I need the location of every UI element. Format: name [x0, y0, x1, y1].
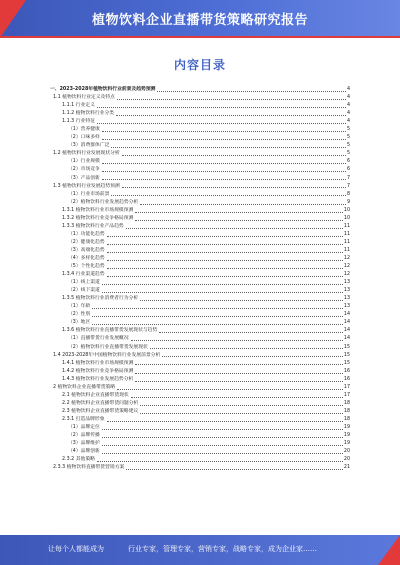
toc-entry[interactable]: [50, 134, 350, 142]
toc-entry-label: 1.1.2 植物饮料行业分类: [62, 110, 115, 118]
toc-entry-label: （3）地区: [68, 319, 91, 327]
footer-tags: 行业专家，管理专家，营销专家，战略专家，成为企业家……: [128, 545, 317, 553]
toc-dot-leader: [107, 263, 343, 269]
toc-entry-label: 1.4.1 植物饮料行业市场规模预测: [62, 360, 134, 368]
header-red-line: [0, 36, 400, 38]
toc-dot-leader: [102, 448, 343, 454]
toc-entry-page: 7: [347, 183, 350, 191]
toc-entry-label: 1.3.3 植物饮料行业产品趋势: [62, 223, 125, 231]
toc-entry-page: 4: [347, 110, 350, 118]
toc-entry-page: 6: [347, 158, 350, 166]
toc-entry-label: （1）功能化趋势: [68, 231, 106, 239]
toc-entry-label: （2）植物饮料行业直播带货发展现状: [68, 344, 149, 352]
toc-entry-page: 15: [344, 352, 350, 360]
toc-entry-label: 1.1.3 行业特征: [62, 118, 96, 126]
toc-entry-label: （2）性别: [68, 311, 91, 319]
toc-entry-page: 11: [344, 239, 350, 247]
toc-entry-page: 5: [347, 142, 350, 150]
toc-dot-leader: [157, 86, 345, 92]
toc-entry-label: 2.1 植物饮料企业直播带货现状: [62, 392, 130, 400]
toc-dot-leader: [140, 199, 346, 205]
toc-entry-label: 2.2 植物饮料企业直播带货问题分析: [62, 400, 139, 408]
toc-entry-label: 2.3 植物饮料企业直播带货策略建议: [62, 408, 139, 416]
toc-entry-page: 11: [344, 247, 350, 255]
toc-entry-label: （2）植物饮料行业发展趋势分析: [68, 199, 139, 207]
toc-entry[interactable]: [50, 368, 350, 376]
toc-entry-page: 4: [347, 118, 350, 126]
toc-entry[interactable]: [50, 335, 350, 343]
toc-dot-leader: [150, 344, 343, 350]
toc-entry-label: （3）品牌维护: [68, 440, 101, 448]
toc-entry-label: （1）行业市场前景: [68, 191, 110, 199]
toc-entry-label: （1）年龄: [68, 303, 91, 311]
toc-entry-page: 9: [347, 199, 350, 207]
toc-entry-page: 19: [344, 432, 350, 440]
toc-dot-leader: [102, 287, 343, 293]
report-title: 植物饮料企业直播带货策略研究报告: [91, 13, 308, 28]
toc-entry[interactable]: [50, 191, 350, 199]
toc-entry[interactable]: [50, 150, 350, 158]
toc-dot-leader: [122, 183, 346, 189]
toc-entry-page: 4: [347, 94, 350, 102]
toc-entry-page: 21: [344, 464, 350, 472]
toc-entry-page: 5: [347, 126, 350, 134]
toc-entry-label: 1.3.1 植物饮料行业市场规模预测: [62, 207, 134, 215]
toc-entry-label: （3）消费群体广泛: [68, 142, 110, 150]
toc-entry-page: 18: [344, 416, 350, 424]
toc-entry-page: 19: [344, 440, 350, 448]
toc-dot-leader: [97, 118, 346, 124]
toc-entry-page: 11: [344, 223, 350, 231]
toc-entry-label: 1.1 植物饮料行业定义及特点: [53, 94, 116, 102]
toc-entry-label: 2.3.3 植物饮料直播带货营销方案: [53, 464, 125, 472]
toc-entry-label: 2.3.2 其他策略: [62, 456, 96, 464]
toc-dot-leader: [102, 126, 346, 132]
toc-entry[interactable]: [50, 199, 350, 207]
toc-entry-label: （3）高端化趋势: [68, 247, 106, 255]
toc-dot-leader: [92, 303, 343, 309]
toc-entry-page: 20: [344, 456, 350, 464]
toc-entry-label: 1.3.5 植物饮料行业消费者行为分析: [62, 295, 139, 303]
toc-dot-leader: [135, 376, 343, 382]
toc-entry[interactable]: [50, 432, 350, 440]
toc-entry-label: （1）行业规模: [68, 158, 101, 166]
toc-dot-leader: [102, 440, 343, 446]
toc-entry-page: 5: [347, 134, 350, 142]
toc-entry[interactable]: [50, 110, 350, 118]
toc-entry[interactable]: [50, 86, 350, 94]
toc-entry-page: 15: [344, 360, 350, 368]
toc-entry-label: （2）口味多样: [68, 134, 101, 142]
toc-dot-leader: [159, 327, 343, 333]
toc-entry-page: 17: [344, 384, 350, 392]
toc-entry-page: 10: [344, 215, 350, 223]
toc-entry-label: （2）健康化趋势: [68, 239, 106, 247]
toc-entry-page: 16: [344, 368, 350, 376]
toc-entry-label: 1.1.1 行业定义: [62, 102, 96, 110]
toc-entry-page: 20: [344, 448, 350, 456]
toc-entry-page: 19: [344, 424, 350, 432]
toc-entry[interactable]: [50, 94, 350, 102]
toc-heading: 内容目录: [173, 58, 226, 72]
toc-entry[interactable]: [50, 440, 350, 448]
toc-entry-page: 13: [344, 279, 350, 287]
toc-entry-label: 2.3.1 打造品牌形象: [62, 416, 106, 424]
toc-dot-leader: [135, 360, 343, 366]
footer-banner: [0, 535, 400, 565]
footer-slogan: 让每个人都能成为: [48, 545, 104, 553]
toc-entry-page: 11: [344, 231, 350, 239]
toc-dot-leader: [102, 166, 346, 172]
toc-entry[interactable]: [50, 416, 350, 424]
toc-dot-leader: [117, 384, 343, 390]
toc-dot-leader: [102, 158, 346, 164]
toc-dot-leader: [92, 311, 343, 317]
toc-entry[interactable]: [50, 183, 350, 191]
toc-dot-leader: [97, 102, 346, 108]
toc-entry-page: 7: [347, 175, 350, 183]
toc-dot-leader: [140, 295, 343, 301]
toc-entry[interactable]: [50, 158, 350, 166]
toc-dot-leader: [102, 175, 346, 181]
toc-entry[interactable]: [50, 376, 350, 384]
toc-dot-leader: [135, 207, 343, 213]
toc-entry-label: （1）直播带货行业发展概况: [68, 335, 130, 343]
toc-entry[interactable]: [50, 279, 350, 287]
toc-dot-leader: [122, 150, 346, 156]
toc-entry[interactable]: [50, 223, 350, 231]
toc-entry[interactable]: [50, 239, 350, 247]
toc-entry-label: 1.4 2023-2028年中国植物饮料行业发展前景分析: [53, 352, 161, 360]
toc-dot-leader: [102, 279, 343, 285]
toc-entry-page: 12: [344, 255, 350, 263]
header-banner: [0, 0, 400, 38]
toc-dot-leader: [135, 368, 343, 374]
toc-entry-label: 1.2 植物饮料行业发展现状分析: [53, 150, 121, 158]
toc-entry[interactable]: [50, 352, 350, 360]
toc-entry-page: 18: [344, 400, 350, 408]
toc-dot-leader: [131, 392, 343, 398]
toc-dot-leader: [107, 416, 343, 422]
toc-dot-leader: [116, 110, 346, 116]
toc-entry-page: 14: [344, 311, 350, 319]
toc-entry-page: 5: [347, 150, 350, 158]
toc-entry-label: （2）市场竞争: [68, 166, 101, 174]
toc-dot-leader: [126, 464, 343, 470]
toc-dot-leader: [162, 352, 343, 358]
toc-entry-label: （3）产品创新: [68, 175, 101, 183]
toc-entry-page: 13: [344, 295, 350, 303]
toc-entry-page: 12: [344, 263, 350, 271]
toc-dot-leader: [140, 408, 343, 414]
toc-entry[interactable]: [50, 231, 350, 239]
toc-dot-leader: [92, 319, 343, 325]
toc-entry[interactable]: [50, 118, 350, 126]
toc-entry-page: 14: [344, 319, 350, 327]
toc-entry-label: 1.4.3 植物饮料行业发展趋势分析: [62, 376, 134, 384]
toc-entry[interactable]: [50, 360, 350, 368]
toc-entry[interactable]: [50, 102, 350, 110]
toc-entry[interactable]: [50, 142, 350, 150]
toc-dot-leader: [140, 400, 343, 406]
toc-dot-leader: [107, 255, 343, 261]
toc-entry-page: 4: [347, 102, 350, 110]
toc-entry-label: 1.3.2 植物饮料行业竞争格局预测: [62, 215, 134, 223]
toc-dot-leader: [117, 94, 346, 100]
toc-entry-label: 1.4.2 植物饮料行业竞争格局预测: [62, 368, 134, 376]
toc-entry-page: 13: [344, 303, 350, 311]
toc-entry-page: 15: [344, 344, 350, 352]
toc-entry[interactable]: [50, 456, 350, 464]
toc-entry-label: （2）品牌传播: [68, 432, 101, 440]
toc-dot-leader: [102, 432, 343, 438]
toc-entry[interactable]: [50, 263, 350, 271]
toc-dot-leader: [111, 142, 346, 148]
toc-entry-label: （4）多样化趋势: [68, 255, 106, 263]
toc-entry[interactable]: [50, 424, 350, 432]
toc-entry[interactable]: [50, 311, 350, 319]
toc-entry[interactable]: [50, 271, 350, 279]
toc-entry-page: 18: [344, 408, 350, 416]
toc-entry[interactable]: [50, 400, 350, 408]
toc-dot-leader: [126, 223, 343, 229]
toc-entry-page: 8: [347, 191, 350, 199]
toc-entry-label: （4）品牌创新: [68, 448, 101, 456]
toc-dot-leader: [97, 456, 343, 462]
toc-entry[interactable]: [50, 344, 350, 352]
toc-dot-leader: [135, 215, 343, 221]
toc-entry-label: （1）营养健康: [68, 126, 101, 134]
toc-entry[interactable]: [50, 392, 350, 400]
toc-entry-label: （1）线上渠道: [68, 279, 101, 287]
toc-dot-leader: [102, 134, 346, 140]
toc-dot-leader: [107, 271, 343, 277]
toc-entry-page: 13: [344, 287, 350, 295]
toc-entry[interactable]: [50, 327, 350, 335]
toc-entry[interactable]: [50, 247, 350, 255]
toc-entry[interactable]: [50, 287, 350, 295]
toc-entry[interactable]: [50, 303, 350, 311]
toc-entry-page: 4: [347, 86, 350, 94]
toc-dot-leader: [111, 191, 346, 197]
toc-entry-page: 6: [347, 166, 350, 174]
toc-dot-leader: [131, 335, 343, 341]
toc-entry-page: 14: [344, 335, 350, 343]
toc-entry-label: 2 植物饮料企业直播带货策略: [53, 384, 116, 392]
toc-entry-page: 10: [344, 207, 350, 215]
toc-entry[interactable]: [50, 207, 350, 215]
toc-dot-leader: [107, 239, 343, 245]
toc-entry-page: 14: [344, 327, 350, 335]
footer-red-wedge: [378, 535, 400, 565]
toc-entry[interactable]: [50, 384, 350, 392]
toc-entry[interactable]: [50, 464, 350, 472]
toc-entry[interactable]: [50, 255, 350, 263]
toc-entry-label: 1.3 植物饮料行业发展趋势预测: [53, 183, 121, 191]
toc-entry-label: （5）个性化趋势: [68, 263, 106, 271]
toc-dot-leader: [107, 231, 343, 237]
toc-entry-page: 16: [344, 376, 350, 384]
toc-entry-page: 17: [344, 392, 350, 400]
toc-entry-label: 1.3.4 行业渠道趋势: [62, 271, 106, 279]
toc-entry-label: （1）品牌定位: [68, 424, 101, 432]
toc-entry[interactable]: [50, 166, 350, 174]
toc-entry-label: 1.3.6 植物饮料行业直播带货发展现状与趋势: [62, 327, 158, 335]
toc-entry[interactable]: [50, 215, 350, 223]
toc-dot-leader: [102, 424, 343, 430]
toc-entry[interactable]: [50, 295, 350, 303]
toc-entry[interactable]: [50, 175, 350, 183]
table-of-contents: [50, 86, 350, 472]
toc-entry[interactable]: [50, 448, 350, 456]
toc-entry-page: 12: [344, 271, 350, 279]
toc-dot-leader: [107, 247, 343, 253]
toc-entry[interactable]: [50, 126, 350, 134]
toc-entry[interactable]: [50, 408, 350, 416]
toc-entry-label: （2）线下渠道: [68, 287, 101, 295]
toc-entry-label: 一、2023-2028年植物饮料行业前景及趋势预测: [50, 86, 156, 94]
toc-entry[interactable]: [50, 319, 350, 327]
